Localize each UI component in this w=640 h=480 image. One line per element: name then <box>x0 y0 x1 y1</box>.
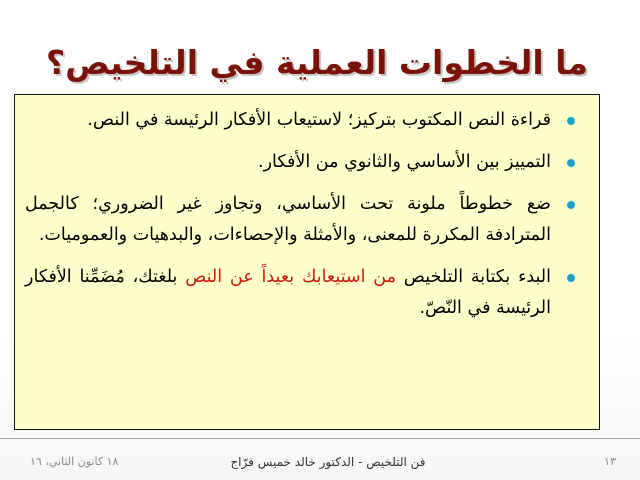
bullet-item <box>25 105 585 136</box>
bullet-text-highlight: من استيعابك بعيداً عن النص <box>185 267 396 287</box>
content-box <box>14 94 600 430</box>
bullet-text-end: بلغتك، مُضَمِّنا الأفكار الرئيسة في النّصّ. <box>25 267 551 318</box>
bullet-text: قراءة النص المكتوب بتركيز؛ لاستيعاب الأفكار الرئيسة في النص. <box>87 110 551 130</box>
bullet-dot-icon <box>567 117 575 125</box>
bullet-item <box>25 147 585 178</box>
bullet-item <box>25 262 585 324</box>
bullet-list <box>15 95 599 324</box>
page-number: ١٣ <box>604 455 616 468</box>
footer-author: فن التلخيص - الدكتور خالد خميس فرّاج <box>230 455 426 469</box>
bullet-dot-icon <box>567 274 575 282</box>
bullet-item <box>25 189 585 251</box>
bullet-text: ضع خطوطاً ملونة تحت الأساسي، وتجاوز غير الضروري؛ كالجمل المترادفة المكررة للمعنى، والأمثلة والإحصاءات، والبدهيات والعموميات. <box>25 194 551 245</box>
slide-title: ما الخطوات العملية في التلخيص؟ <box>45 43 588 82</box>
bullet-dot-icon <box>567 201 575 209</box>
bullet-text: التمييز بين الأساسي والثانوي من الأفكار. <box>258 152 551 172</box>
bullet-dot-icon <box>567 159 575 167</box>
footer-date: ١٨ كانون الثاني، ١٦ <box>30 455 119 468</box>
bullet-text-start: البدء بكتابة التلخيص <box>395 267 552 287</box>
footer-divider <box>0 438 640 439</box>
